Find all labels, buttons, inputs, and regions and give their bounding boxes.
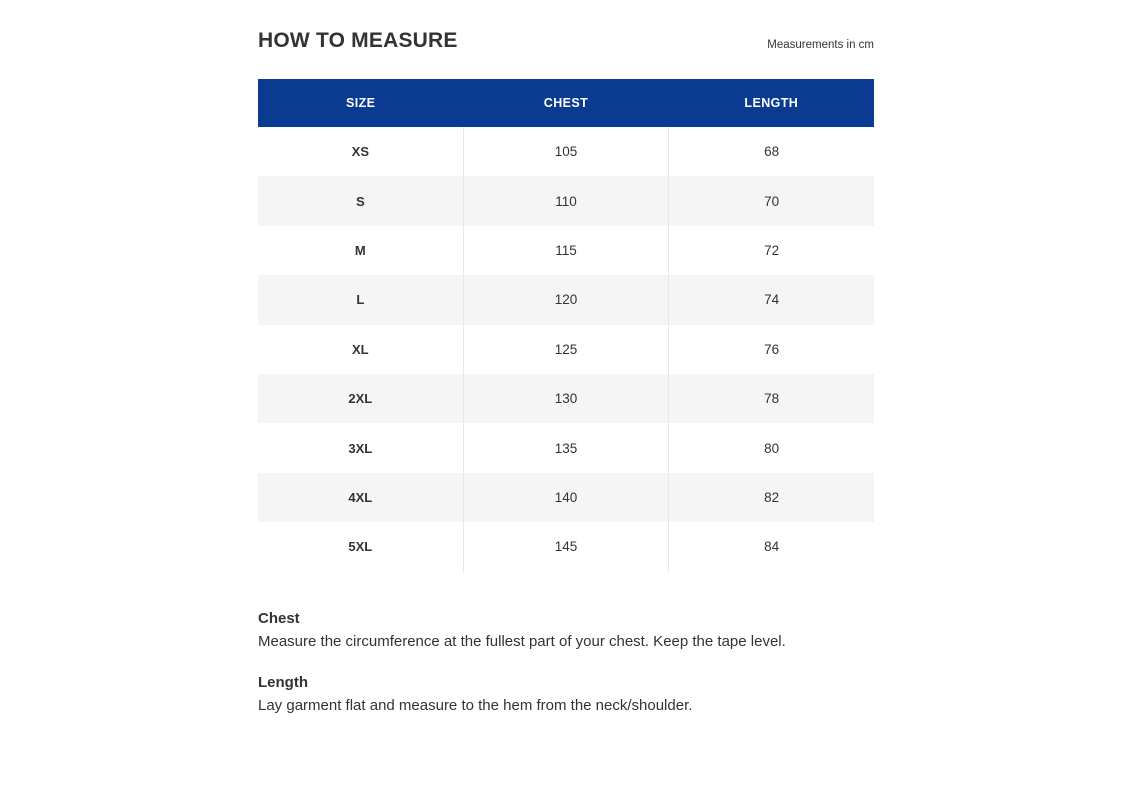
- size-cell: 3XL: [348, 440, 373, 456]
- length-cell: 68: [668, 127, 874, 176]
- table-row: [258, 374, 874, 423]
- table-header-row: [258, 79, 874, 127]
- chest-cell: 110: [463, 176, 669, 225]
- table-row: [258, 423, 874, 472]
- chest-cell: 130: [463, 374, 669, 423]
- column-header-length: LENGTH: [744, 96, 799, 110]
- size-cell: M: [354, 242, 366, 258]
- table-row: [258, 473, 874, 522]
- note-heading-chest: Chest: [258, 609, 300, 627]
- table-row: [258, 127, 874, 176]
- chest-cell: 135: [463, 423, 669, 472]
- length-cell: 70: [668, 176, 874, 225]
- size-cell: 5XL: [348, 539, 373, 555]
- size-cell: XL: [352, 341, 369, 357]
- column-header-chest: CHEST: [543, 96, 589, 110]
- size-chart-table: [258, 79, 874, 572]
- length-cell: 78: [668, 374, 874, 423]
- chest-cell: 140: [463, 473, 669, 522]
- size-guide-page: [258, 0, 874, 716]
- table-body: [258, 127, 874, 572]
- note-chest: [258, 610, 874, 652]
- note-text-chest: Measure the circumference at the fullest part of your chest. Keep the tape level.: [258, 632, 786, 650]
- length-cell: 84: [668, 522, 874, 571]
- size-cell: XS: [351, 144, 369, 160]
- size-cell: 4XL: [348, 489, 373, 505]
- length-cell: 72: [668, 226, 874, 275]
- chest-cell: 115: [463, 226, 669, 275]
- table-row: [258, 176, 874, 225]
- length-cell: 76: [668, 325, 874, 374]
- chest-cell: 105: [463, 127, 669, 176]
- table-row: [258, 325, 874, 374]
- chest-cell: 125: [463, 325, 669, 374]
- table-row: [258, 522, 874, 571]
- length-cell: 80: [668, 423, 874, 472]
- size-cell: 2XL: [348, 391, 373, 407]
- note-text-length: Lay garment flat and measure to the hem from the neck/shoulder.: [258, 696, 693, 714]
- length-cell: 74: [668, 275, 874, 324]
- page-title: HOW TO MEASURE: [258, 29, 458, 52]
- chest-cell: 120: [463, 275, 669, 324]
- title-row: [258, 29, 874, 53]
- table-row: [258, 226, 874, 275]
- table-row: [258, 275, 874, 324]
- note-length: [258, 674, 874, 716]
- size-cell: L: [356, 292, 365, 308]
- length-cell: 82: [668, 473, 874, 522]
- measurement-notes: [258, 610, 874, 716]
- units-note: Measurements in cm: [767, 39, 874, 51]
- chest-cell: 145: [463, 522, 669, 571]
- note-heading-length: Length: [258, 673, 308, 691]
- column-header-size: SIZE: [345, 96, 376, 110]
- size-cell: S: [356, 193, 365, 209]
